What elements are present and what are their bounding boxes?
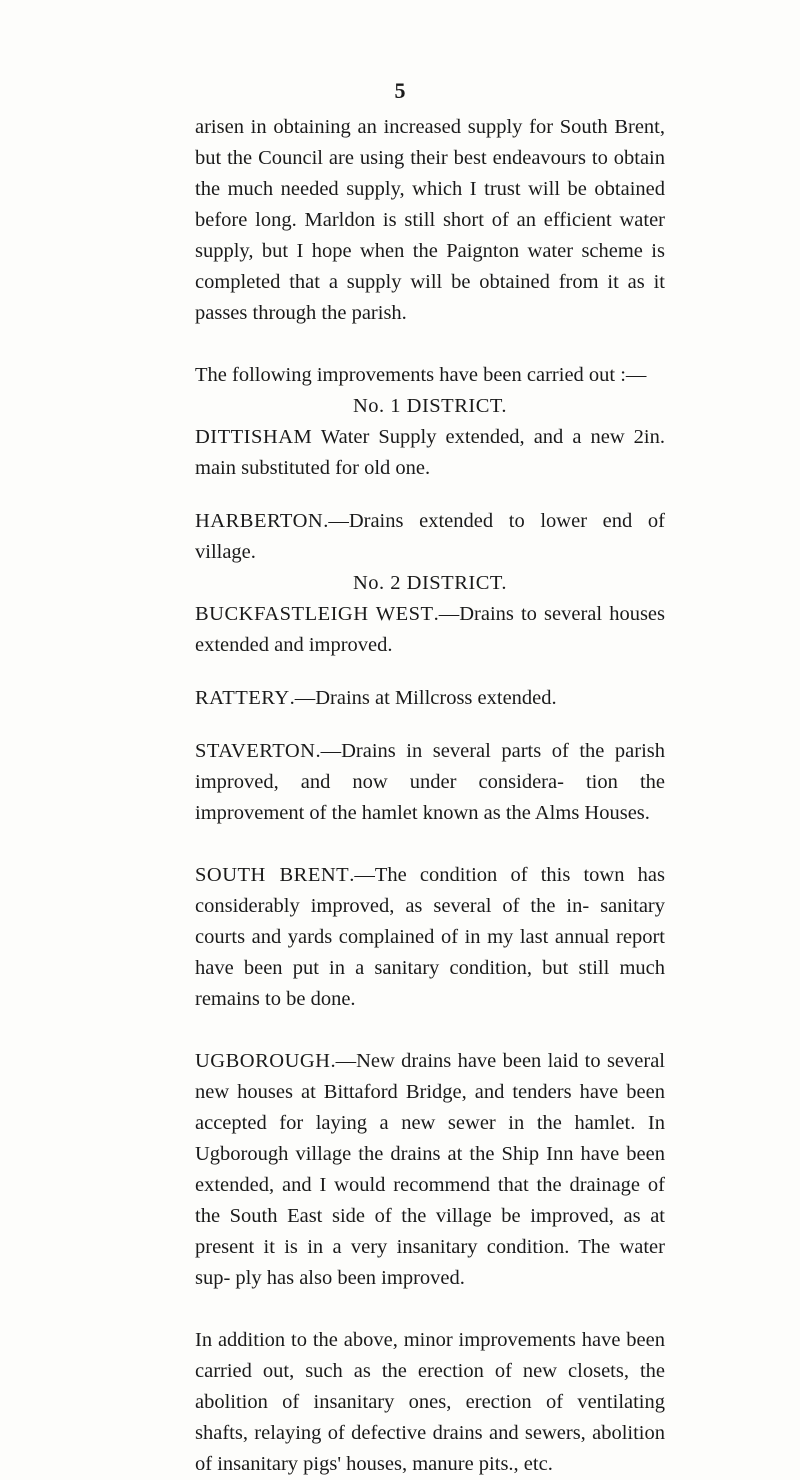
entry-south-brent [195,860,665,1015]
entry-rattery [195,683,665,714]
place-name: HARBERTON [195,510,324,532]
place-name: UGBOROUGH [195,1050,331,1072]
closing-paragraph: In addition to the above, minor improvements have been carried out, such as the erection of new closets, the abolition of insanitary ones, erection of ventilating shafts, relaying of defective drains and sewers, abolition of insanitary pigs' houses, manure pits., etc. [195,1329,665,1475]
entry-text: .—Drains in several parts of the parish improved, and now under considera- tion the improvement of the hamlet known as the Alms Houses. [195,740,665,824]
entry-buckfastleigh-west [195,599,665,661]
page-number: 5 [394,78,406,103]
entry-text: .—The condition of this town has considerably improved, as several of the in- sanitary courts and yards complained of in my last annual report have been put in a sanitary condition, but still much remains to be done. [195,864,665,1010]
place-name: SOUTH BRENT [195,864,350,886]
place-name: DITTISHAM [195,426,313,448]
entry-text: .—New drains have been laid to several new houses at Bittaford Bridge, and tenders have been accepted for laying a new sewer in the hamlet. In Ugborough village the drains at the Ship Inn have been extended, and I would recommend that the drainage of the South East side of the village be improved, as at present it is in a very insanitary condition. The water sup- ply has also been improved. [195,1050,665,1289]
document-body [195,112,665,1480]
entry-text: .—Drains extended to lower end of village. [195,510,665,563]
entry-dittisham [195,422,665,484]
entry-text: Water Supply extended, and a new 2in. main substituted for old one. [195,426,665,479]
place-name: BUCKFASTLEIGH WEST [195,603,434,625]
entry-harberton [195,506,665,568]
entry-text: .—Drains at Millcross extended. [289,687,557,709]
entry-text: .—Drains to several houses extended and improved. [195,603,666,656]
intro-paragraph: arisen in obtaining an increased supply for South Brent, but the Council are using their best endeavours to obtain the much needed supply, which I trust will be obtained before long. Marldon is still short of an efficient water supply, but I hope when the Paignton water scheme is completed that a supply will be obtained from it as it passes through the parish. [195,116,665,324]
district-1-heading: No. 1 DISTRICT. [352,395,508,417]
entry-staverton [195,736,665,829]
improvements-intro: The following improvements have been carried out :— [195,364,647,386]
district-2-heading: No. 2 DISTRICT. [352,572,508,594]
entry-ugborough [195,1046,665,1294]
place-name: RATTERY [195,687,290,709]
place-name: STAVERTON [195,740,316,762]
